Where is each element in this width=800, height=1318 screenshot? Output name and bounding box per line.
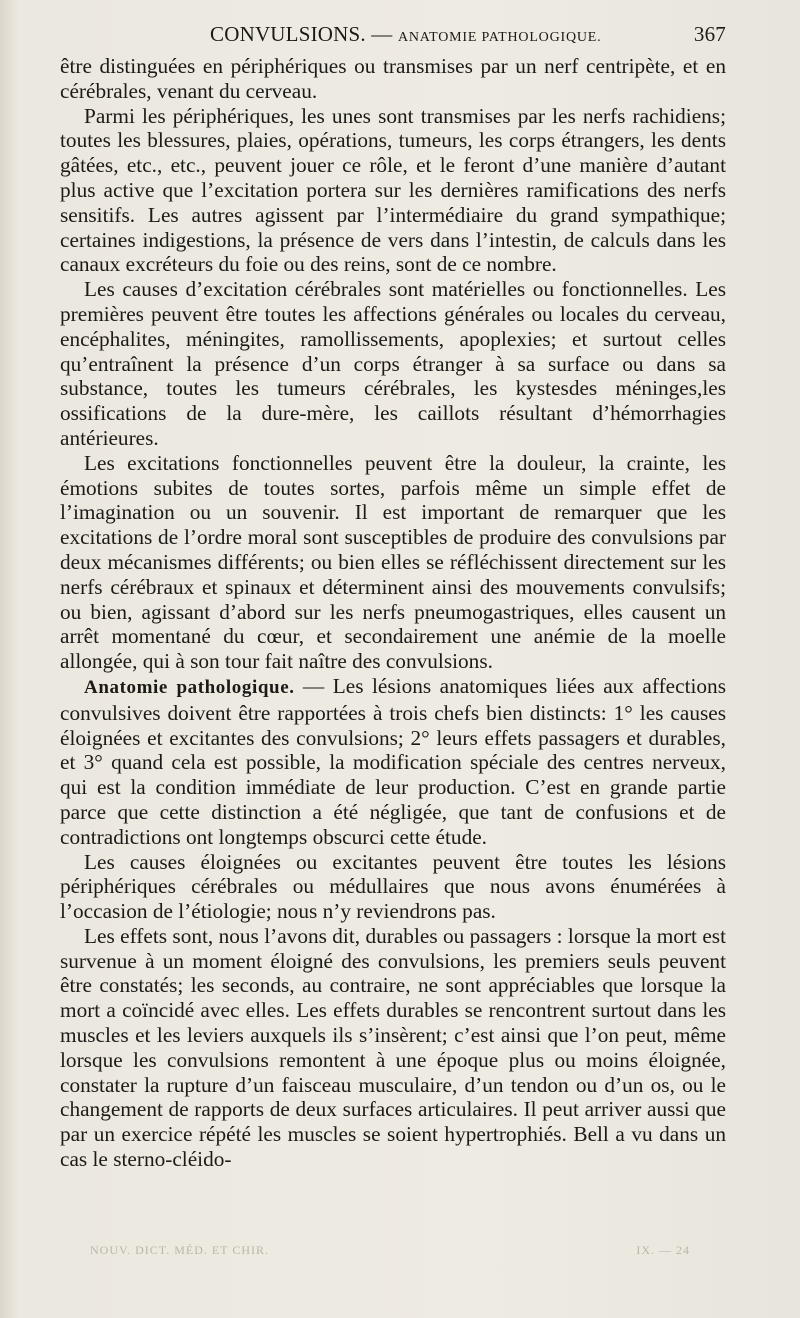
footer-volume: IX. — 24 (636, 1243, 690, 1257)
running-title: CONVULSIONS. — ANATOMIE PATHOLOGIQUE. (210, 22, 602, 46)
paragraph-anatomie-text: — Les lésions anatomiques liées aux affections convulsives doivent être rapportées à trois chefs bien distincts: 1° les causes éloignées et excitantes des convulsions; 2° leurs effets passagers et durables, et 3° quand cela est possible, la modification spéciale des centres nerveux, qui est la condition immédiate de leur production. C’est en grande partie parce que cette distinction a été négligée, que tant de confusions et de contradictions ont longtemps obscurci cette étude. (60, 673, 726, 849)
paragraph-effects: Les effets sont, nous l’avons dit, durables ou passagers : lorsque la mort est survenue à un moment éloigné des convulsions, les premiers seuls peuvent être constatés; les seconds, au contraire, ne sont appréciables que lorsque la mort a coïncidé avec elles. Les effets durables se rencontrent surtout dans les muscles et les leviers auxquels ils s’insèrent; c’est ainsi que l’on peut, même lorsque les convulsions remontent à une époque plus ou moins éloignée, constater la rupture d’un faisceau musculaire, d’un tendon ou d’un os, ou le changement de rapports de deux surfaces articulaires. Il peut arriver aussi que par un exercice répété les muscles se soient hypertrophiés. Bell a vu dans un cas le sterno-cléido- (60, 923, 726, 1172)
footer-signature: NOUV. DICT. MÉD. ET CHIR. (90, 1243, 270, 1257)
paragraph-remote-causes: Les causes éloignées ou excitantes peuvent être toutes les lésions périphériques cérébrales ou médullaires que nous avons énumérées à l’occasion de l’étiologie; nous n’y reviendrons pas. (60, 849, 726, 924)
page-number: 367 (693, 22, 726, 46)
page-body (60, 54, 726, 1172)
paragraph-cerebral-causes: Les causes d’excitation cérébrales sont matérielles ou fonctionnelles. Les premières peuvent être toutes les affections générales ou locales du cerveau, encéphalites, méningites, ramollissements, apoplexies; et surtout celles qu’entraînent la présence d’un corps étranger à sa surface ou dans sa substance, toutes les tumeurs cérébrales, les kystesdes méninges,les ossifications de la dure-mère, les caillots résultant d’hémorrhagies antérieures. (60, 277, 726, 450)
paragraph-anatomie-pathologique (60, 674, 726, 850)
paragraph-continued: être distinguées en périphériques ou transmises par un nerf centripète, et en cérébrales, venant du cerveau. (60, 54, 726, 103)
paragraph-peripheral-causes: Parmi les périphériques, les unes sont transmises par les nerfs rachidiens; toutes les blessures, plaies, opérations, tumeurs, les corps étrangers, les dents gâtées, etc., etc., peuvent jouer ce rôle, et le feront d’une manière d’autant plus active que l’excitation portera sur les dernières ramifications des nerfs sensitifs. Les autres agissent par l’intermédiaire du grand sympathique; certaines indigestions, la présence de vers dans l’intestin, de calculs dans les canaux excréteurs du foie ou des reins, sont de ce nombre. (60, 103, 726, 277)
running-header (60, 18, 726, 50)
paragraph-functional-excitations: Les excitations fonctionnelles peuvent être la douleur, la crainte, les émotions subites de toutes sortes, parfois même un simple effet de l’imagination ou un souvenir. Il est important de remarquer que les excitations de l’ordre moral sont susceptibles de produire des convulsions par deux mécanismes différents; ou bien elles se réfléchissent directement sur les nerfs cérébraux et spinaux et déterminent ainsi des mouvements convulsifs; ou bien, agissant d’abord sur les nerfs pneumogastriques, elles causent un arrêt momentané du cœur, et secondairement une anémie de la moelle allongée, qui à son tour fait naître des convulsions. (60, 450, 726, 674)
section-heading: Anatomie pathologique. (84, 676, 295, 698)
section-title: ANATOMIE PATHOLOGIQUE. (397, 30, 602, 45)
